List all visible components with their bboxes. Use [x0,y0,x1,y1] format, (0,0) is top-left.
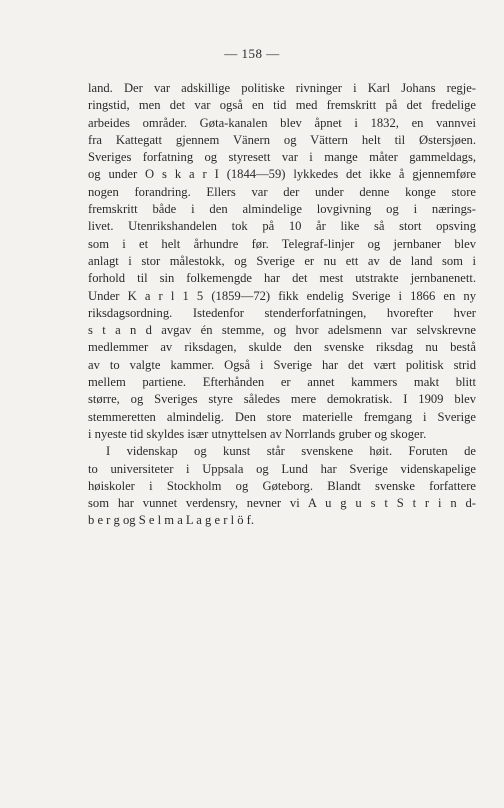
text-line: arbeides områder. Gøta-kanalen blev åpnet i 1832, en vannvei [88,115,476,130]
text-line: nogen forandring. Ellers var der under denne konge store [88,184,476,199]
page-number: — 158 — [224,46,280,61]
text-line: stemmeretten almindelig. Den store materielle fremgang i Sverige [88,409,476,424]
text-line: s t a n d avgav én stemme, og hvor adelsmenn var selvskrevne [88,323,476,338]
text-line: Sveriges forfatning og styresett var i mange måter gammeldags, [88,150,476,165]
text-line: ringstid, men det var også en tid med fremskritt på det fredelige [88,98,476,113]
text-line: forhold til sin folkemengde har det mest utstrakte jernbanenett. [88,271,476,286]
text-line: mellem partiene. Efterhånden er annet kammers makt blitt [88,375,476,390]
paragraph [88,443,476,529]
text-line: i nyeste tid skyldes især utnyttelsen av Norrlands gruber og skoger. [88,426,427,441]
text-line: I videnskap og kunst står svenskene høit. Foruten de [106,444,476,459]
text-line: fremskritt både i den almindelige lovgivning og i nærings- [88,202,476,217]
paragraph [88,80,476,443]
text-line: medlemmer av riksdagen, skulde den svenske riksdag nu bestå [88,340,476,355]
body-text [88,80,476,530]
text-line: som har vunnet verdensry, nevner vi A u g u s t S t r i n d- [88,496,476,511]
text-line: anlagt i stor målestokk, og Sverige er nu ett av de land som i [88,253,476,268]
text-line: to universiteter i Uppsala og Lund har Sverige videnskapelige [88,461,476,476]
text-line: fra Kattegatt gjennem Vänern og Vättern helt til Østersjøen. [88,132,476,147]
text-line: land. Der var adskillige politiske rivninger i Karl Johans regje- [88,81,476,95]
text-line: b e r g og S e l m a L a g e r l ö f. [88,513,255,528]
text-line: høiskoler i Stockholm og Gøteborg. Blandt svenske forfattere [88,478,476,493]
text-line: Under K a r l 1 5 (1859—72) fikk endelig Sverige i 1866 en ny [88,288,476,303]
text-line: riksdagsordning. Istedenfor stenderforfatningen, hvorefter hver [88,305,476,320]
text-line: større, og Sveriges styre således mere demokratisk. I 1909 blev [88,392,476,407]
text-line: og under O s k a r I (1844—59) lykkedes det ikke å gjennemføre [88,167,476,182]
text-line: av to valgte kammer. Også i Sverige har det vært politisk strid [88,357,476,372]
text-line: livet. Utenrikshandelen tok på 10 år like så stort opsving [88,219,476,234]
text-line: som i et helt århundre før. Telegraf-linjer og jernbaner blev [88,236,476,251]
